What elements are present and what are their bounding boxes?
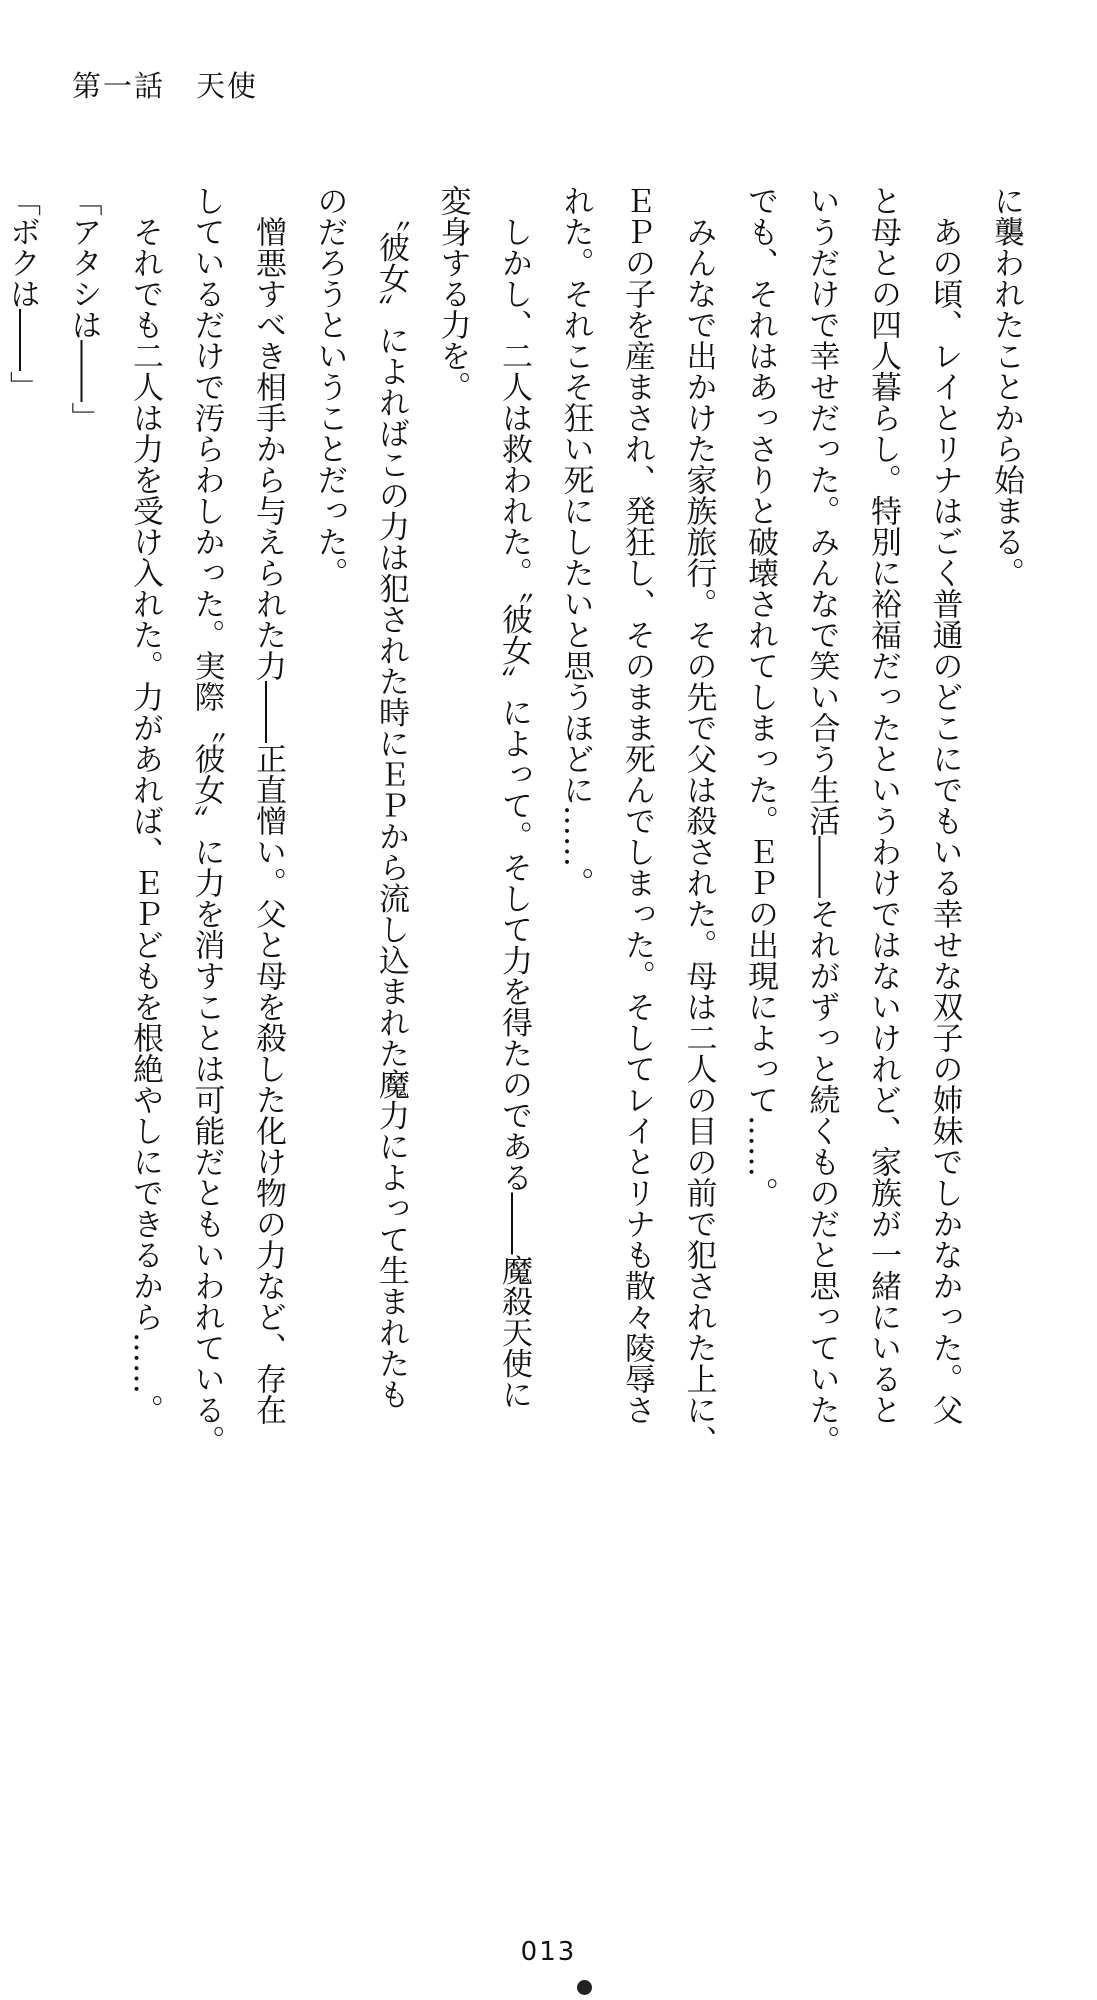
text-line: 憎悪すべき相手から与えられた力――正直憎い。父と母を殺した化け物の力など、存在 [250,185,286,1425]
text-line: 〝彼女〟によればこの力は犯された時にＥＰから流し込まれた魔力によって生まれたも [373,185,409,1410]
text-line: あの頃、レイとリナはごく普通のどこにでもいる幸せな双子の姉妹でしかなかった。父 [926,185,963,1425]
text-line: 変身する力を。 [434,185,471,402]
text-line: 「ボクは――」 [4,185,40,402]
text-line: しかし、二人は救われた。〝彼女〟によって。そして力を得たのである――魔殺天使に [496,185,532,1410]
novel-text-body [4,185,1036,1685]
page-number: 013 [520,1937,577,1967]
text-line: いうだけで幸せだった。みんなで笑い合う生活――それがずっと続くものだと思っていた。 [803,185,840,1456]
text-line: のだろうということだった。 [311,185,348,588]
text-line: でも、それはあっさりと破壊されてしまった。ＥＰの出現によって……。 [742,185,778,1208]
chapter-title: 第一話 天使 [72,69,259,103]
text-line: ＥＰの子を産まされ、発狂し、そのまま死んでしまった。そしてレイとリナも散々陵辱さ [619,185,655,1425]
page-dot-ornament [577,1980,592,1995]
text-line: と母との四人暮らし。特別に裕福だったというわけではないけれど、家族が一緒にいると [865,185,901,1425]
text-line: 「アタシは――」 [65,185,102,433]
text-line: れた。それこそ狂い死にしたいと思うほどに……。 [557,185,594,898]
text-line: みんなで出かけた家族旅行。その先で父は殺された。母は二人の目の前で犯された上に、 [680,185,717,1456]
text-line: に襲われたことから始まる。 [988,185,1024,588]
text-line: それでも二人は力を受け入れた。力があれば、ＥＰどもを根絶やしにできるから……。 [127,185,163,1425]
text-line: しているだけで汚らわしかった。実際〝彼女〟に力を消すことは可能だともいわれている。 [188,185,225,1456]
